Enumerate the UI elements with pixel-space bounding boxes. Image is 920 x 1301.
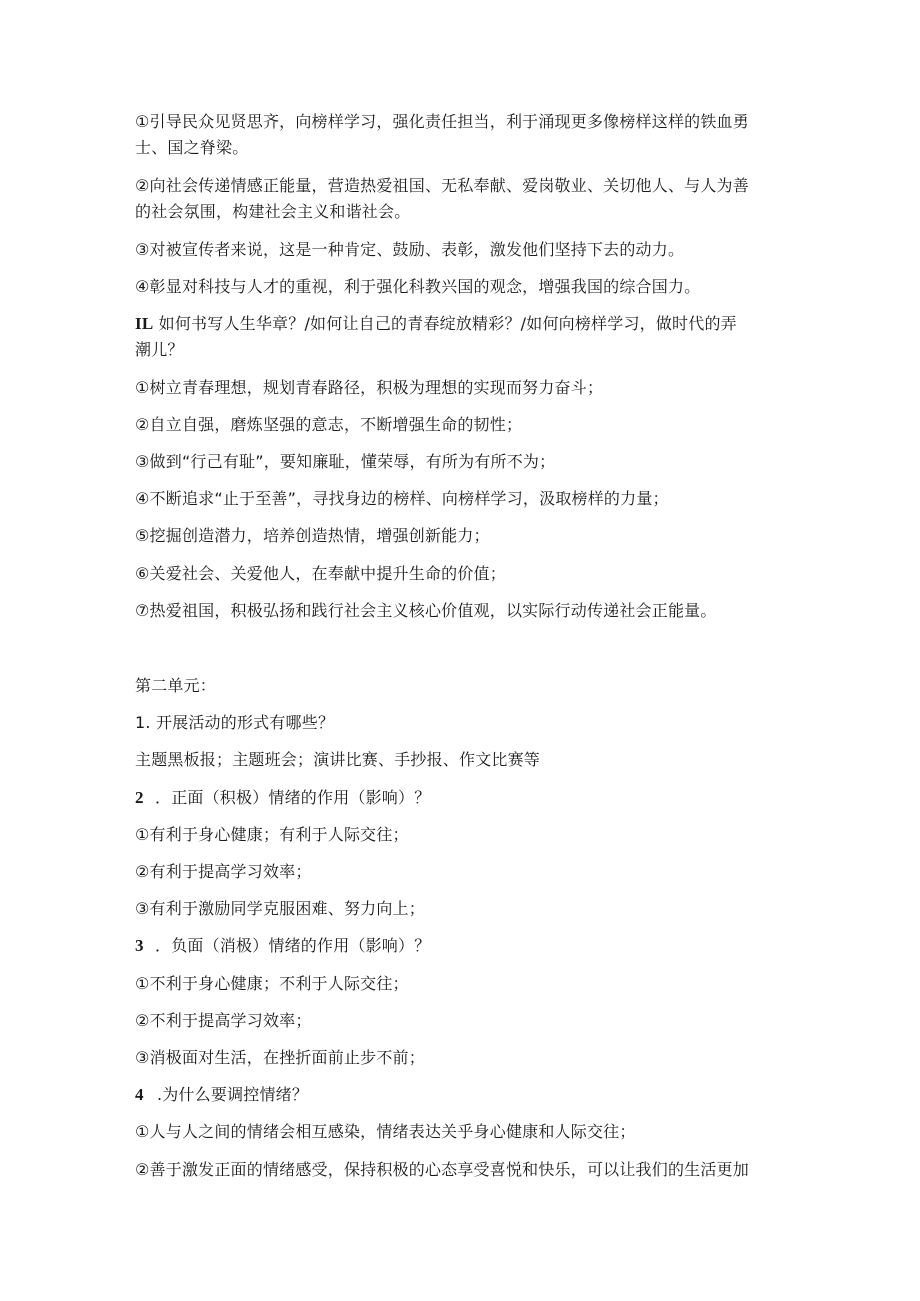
text-line: ②自立自强，磨炼坚强的意志，不断增强生命的韧性； (135, 415, 523, 434)
question-number: 3 (135, 936, 144, 955)
text-line: 士、国之脊梁。 (135, 138, 249, 157)
question-prefix: IL (135, 314, 154, 333)
section-heading: 第二单元： (135, 676, 217, 695)
question-text: ．正面（积极）情绪的作用（影响）？ (155, 788, 431, 807)
question-heading (135, 1085, 795, 1105)
text-line: 主题黑板报；主题班会；演讲比赛、手抄报、作文比赛等 (135, 750, 541, 769)
question-number: 4 (135, 1085, 144, 1104)
text-line: ⑦热爱祖国，积极弘扬和践行社会主义核心价值观，以实际行动传递社会正能量。 (135, 601, 717, 620)
text-line: ②善于激发正面的情绪感受，保持积极的心态享受喜悦和快乐，可以让我们的生活更加 (135, 1160, 749, 1179)
text-line: ③对被宣传者来说，这是一种肯定、鼓励、表彰，激发他们坚持下去的动力。 (135, 240, 685, 259)
text-line: 潮儿？ (135, 340, 184, 359)
text-line: ①有利于身心健康；有利于人际交往； (135, 825, 409, 844)
text-line: ③有利于激励同学克服困难、努力向上； (135, 899, 425, 918)
question-text: 如何书写人生华章？/如何让自己的青春绽放精彩？/如何向榜样学习，做时代的弄 (158, 314, 737, 333)
text-line: 1. 开展活动的形式有哪些？ (135, 713, 335, 732)
question-heading (135, 314, 795, 334)
question-text: .为什么要调控情绪？ (157, 1085, 309, 1104)
text-line: ②不利于提高学习效率； (135, 1011, 312, 1030)
text-line: ①树立青春理想，规划青春路径，积极为理想的实现而努力奋斗； (135, 378, 604, 397)
question-heading (135, 936, 795, 956)
text-line: ②有利于提高学习效率； (135, 862, 312, 881)
text-line: ⑥关爱社会、关爱他人，在奉献中提升生命的价值； (135, 564, 506, 583)
text-line: ④彰显对科技与人才的重视，利于强化科教兴国的观念，增强我国的综合国力。 (135, 277, 701, 296)
question-number: 2 (135, 788, 144, 807)
text-line: ①引导民众见贤思齐，向榜样学习，强化责任担当，利于涌现更多像榜样这样的铁血勇 (135, 112, 749, 131)
text-line: ①人与人之间的情绪会相互感染，情绪表达关乎身心健康和人际交往； (135, 1122, 636, 1141)
text-line: ③做到“行己有耻”，要知廉耻，懂荣辱，有所为有所不为； (135, 452, 556, 471)
question-text: ．负面（消极）情绪的作用（影响）？ (155, 936, 431, 955)
question-heading (135, 788, 795, 808)
text-line: ④不断追求“止于至善”，寻找身边的榜样、向榜样学习，汲取榜样的力量； (135, 489, 669, 508)
text-line: ⑤挖掘创造潜力，培养创造热情，增强创新能力； (135, 526, 490, 545)
text-line: ②向社会传递情感正能量，营造热爱祖国、无私奉献、爱岗敬业、关切他人、与人为善 (135, 176, 749, 195)
text-line: ①不利于身心健康；不利于人际交往； (135, 974, 409, 993)
text-line: 的社会氛围，构建社会主义和谐社会。 (135, 202, 411, 221)
text-line: ③消极面对生活，在挫折面前止步不前； (135, 1048, 425, 1067)
